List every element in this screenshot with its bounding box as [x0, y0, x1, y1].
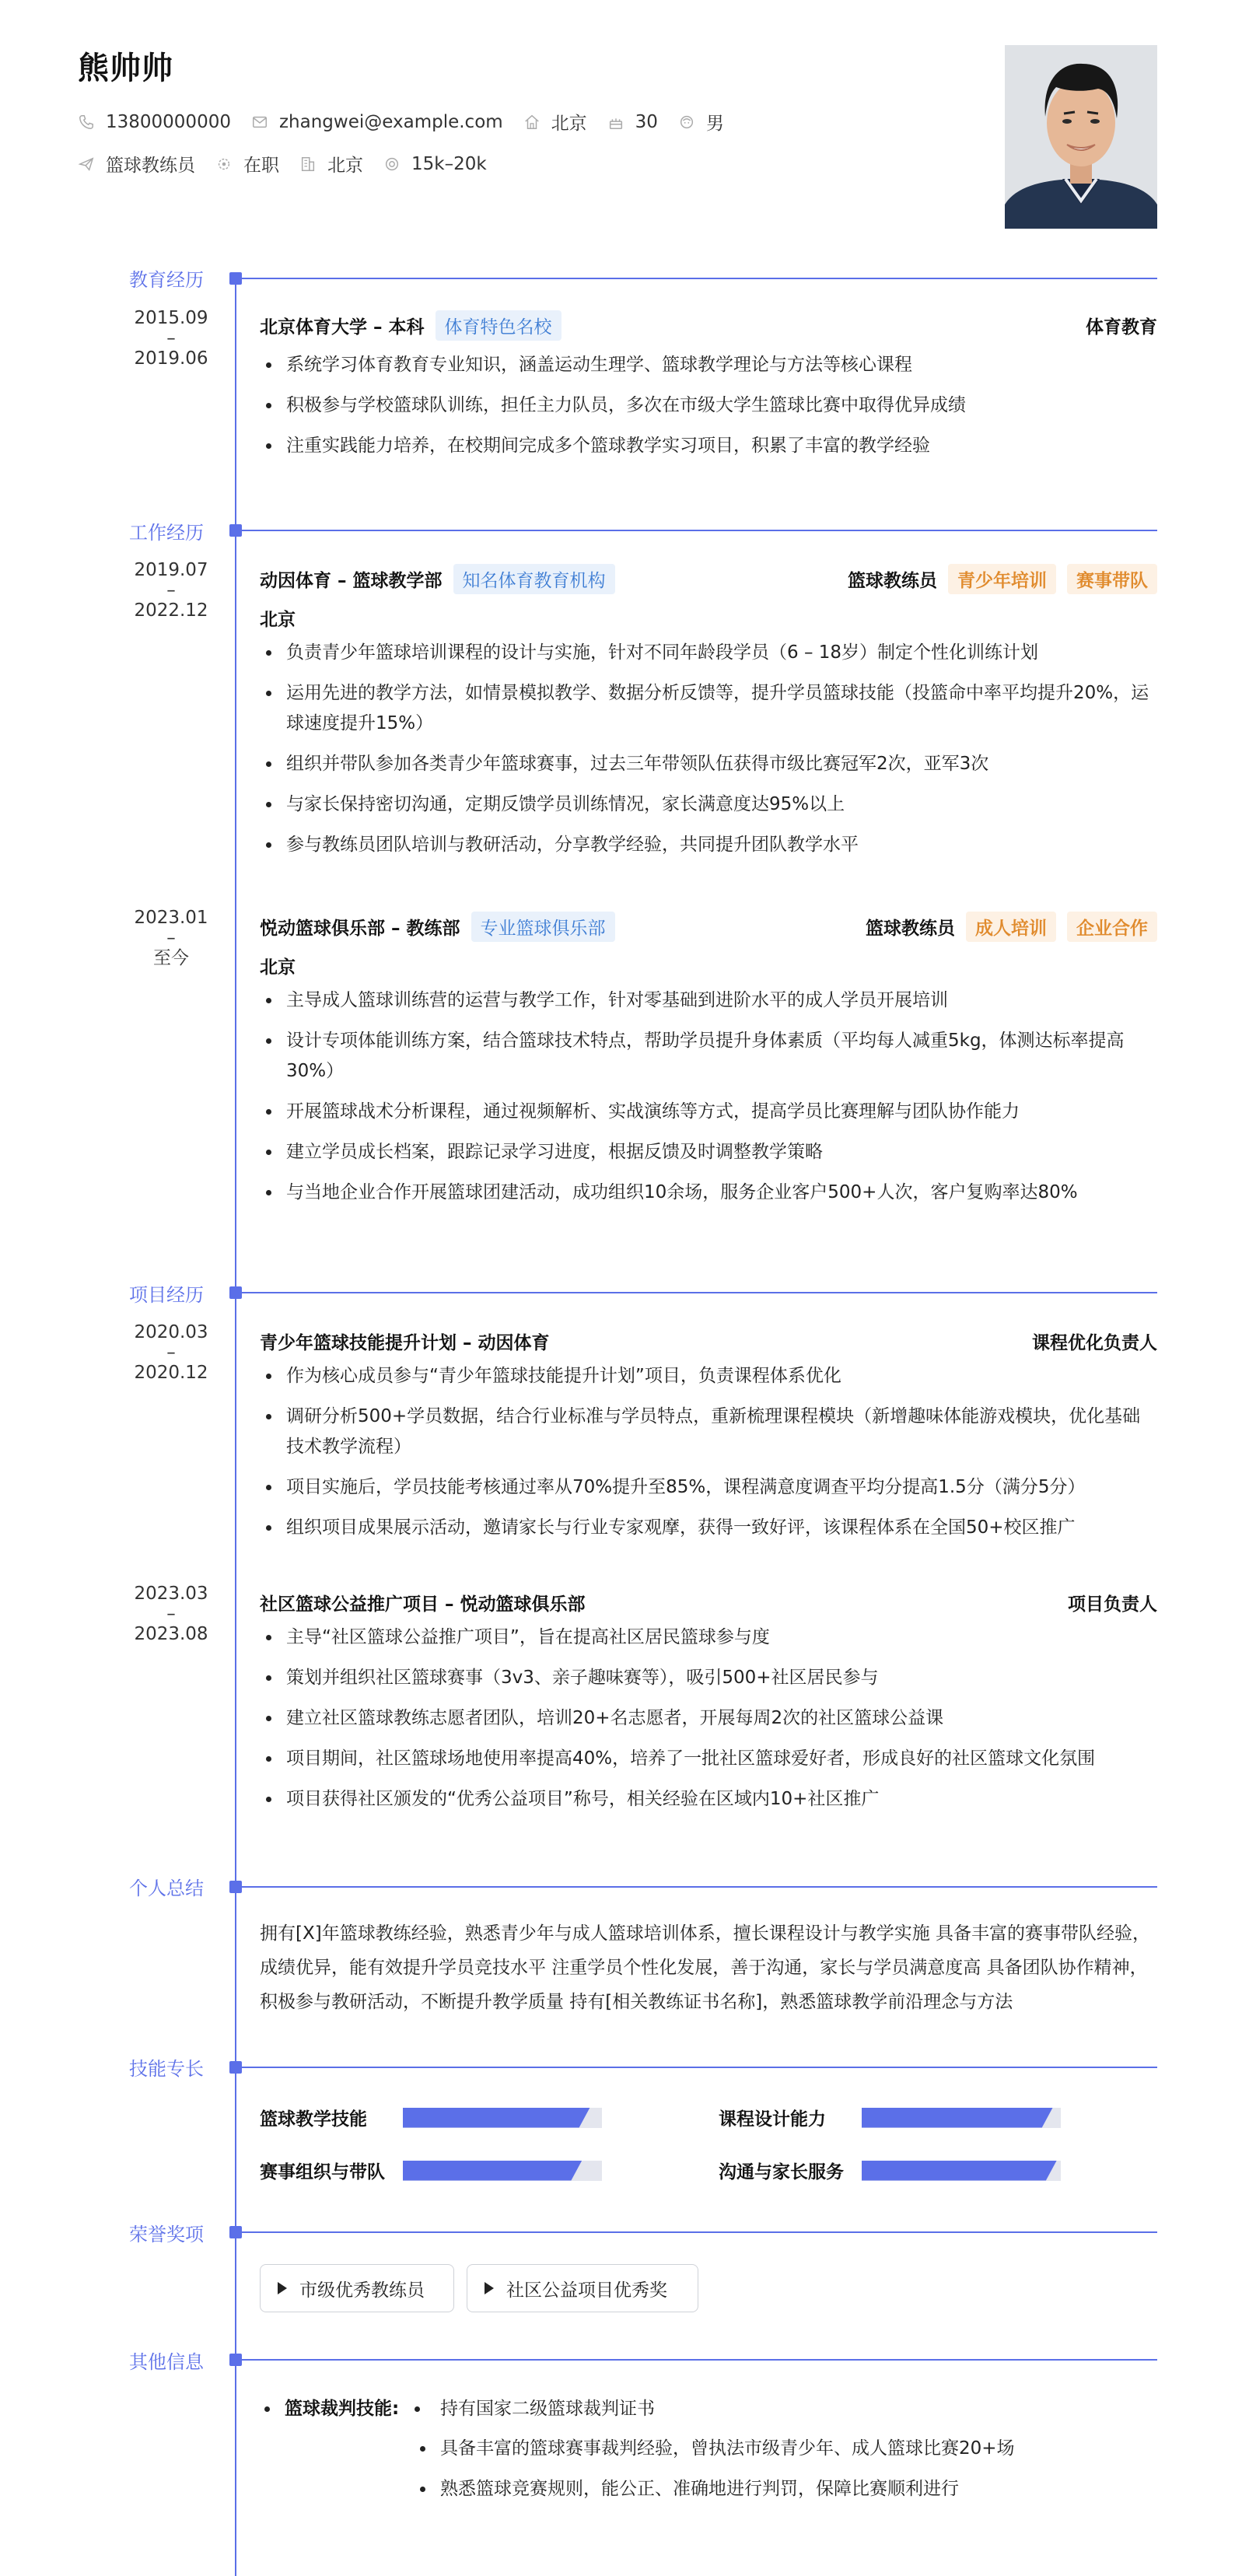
bullet-dot — [264, 2406, 270, 2412]
work-date-2 — [124, 908, 218, 968]
section-divider — [241, 1886, 1157, 1888]
date-separator: – — [166, 580, 176, 600]
skill-bar — [403, 2108, 602, 2128]
date-separator: – — [166, 1342, 176, 1363]
section-title-summary: 个人总结 — [129, 1878, 204, 1899]
project-role: 课程优化负责人 — [1032, 1332, 1157, 1353]
skill-item — [260, 2158, 602, 2183]
target-city-info — [299, 151, 363, 177]
candidate-name: 熊帅帅 — [78, 51, 173, 86]
phone-icon — [78, 114, 95, 131]
project-bullets — [260, 1361, 1157, 1543]
role-tag: 青少年培训 — [948, 564, 1056, 594]
target-role-info — [78, 151, 195, 177]
company-name: 动因体育 – 篮球教学部 — [260, 570, 443, 591]
list-item: 与家长保持密切沟通，定期反馈学员训练情况，家长满意度达95%以上 — [260, 789, 1157, 820]
section-divider — [241, 2359, 1157, 2361]
honor-badge — [467, 2264, 698, 2312]
project-name: 社区篮球公益推广项目 – 悦动篮球俱乐部 — [260, 1594, 586, 1615]
other-item: 熟悉篮球竞赛规则，能公正、准确地进行判罚，保障比赛顺利进行 — [440, 2479, 959, 2499]
list-item: 主导成人篮球训练营的运营与教学工作，针对零基础到进阶水平的成人学员开展培训 — [260, 985, 1157, 1016]
gender-text: 男 — [705, 114, 724, 134]
list-item: 作为核心成员参与“青少年篮球技能提升计划”项目，负责课程体系优化 — [260, 1361, 1157, 1391]
play-icon — [485, 2282, 494, 2294]
section-divider — [241, 2231, 1157, 2233]
project-date-2 — [124, 1584, 218, 1644]
date-end: 2022.12 — [134, 600, 208, 621]
honor-badge — [260, 2264, 454, 2312]
list-item: 负责青少年篮球培训课程的设计与实施，针对不同年龄段学员（6 – 18岁）制定个性化训练计划 — [260, 638, 1157, 668]
job-role: 篮球教练员 — [848, 570, 937, 591]
section-title-other: 其他信息 — [129, 2351, 204, 2373]
project-entry-2 — [260, 1587, 1157, 1825]
section-divider — [241, 1292, 1157, 1293]
date-start: 2019.07 — [134, 560, 208, 580]
list-item: 与当地企业合作开展篮球团建活动，成功组织10余场，服务企业客户500+人次，客户复购率达80% — [260, 1178, 1157, 1208]
date-end: 2020.12 — [134, 1363, 208, 1383]
skill-name: 沟通与家长服务 — [719, 2162, 844, 2182]
date-start: 2015.09 — [134, 308, 208, 328]
date-separator: – — [166, 1604, 176, 1624]
entry-header — [260, 310, 1157, 341]
list-item: 项目获得社区颁发的“优秀公益项目”称号，相关经验在区域内10+社区推广 — [260, 1784, 1157, 1815]
section-marker — [229, 2226, 242, 2238]
list-item: 项目实施后，学员技能考核通过率从70%提升至85%，课程满意度调查平均分提高1.5分（满分5分） — [260, 1472, 1157, 1503]
age-icon — [607, 114, 624, 131]
list-item: 调研分析500+学员数据，结合行业标准与学员特点，重新梳理课程模块（新增趣味体能游戏模块，优化基础技术教学流程） — [260, 1402, 1157, 1462]
list-item: 主导“社区篮球公益推广项目”，旨在提高社区居民篮球参与度 — [260, 1622, 1157, 1653]
list-item: 策划并组织社区篮球赛事（3v3、亲子趣味赛等），吸引500+社区居民参与 — [260, 1663, 1157, 1693]
list-item: 建立社区篮球教练志愿者团队，培训20+名志愿者，开展每周2次的社区篮球公益课 — [260, 1703, 1157, 1734]
bullet-dot — [420, 2487, 425, 2492]
major: 体育教育 — [1086, 317, 1157, 338]
gender-icon — [678, 114, 695, 131]
project-name: 青少年篮球技能提升计划 – 动因体育 — [260, 1332, 550, 1353]
send-icon — [78, 156, 95, 173]
entry-header — [260, 911, 1157, 942]
other-item: 持有国家二级篮球裁判证书 — [440, 2399, 655, 2419]
list-item: 系统学习体育教育专业知识，涵盖运动生理学、篮球教学理论与方法等核心课程 — [260, 350, 1157, 380]
date-end: 2019.06 — [134, 348, 208, 369]
other-item: 具备丰富的篮球赛事裁判经验，曾执法市级青少年、成人篮球比赛20+场 — [440, 2438, 1015, 2459]
salary-text: 15k–20k — [411, 153, 487, 174]
skill-name: 赛事组织与带队 — [260, 2162, 385, 2182]
project-date-1 — [124, 1322, 218, 1383]
gender-info — [678, 109, 724, 135]
date-start: 2023.03 — [134, 1584, 208, 1604]
section-marker — [229, 524, 242, 537]
section-title-work: 工作经历 — [129, 522, 204, 544]
section-marker — [229, 1286, 242, 1299]
skill-item — [719, 2158, 1061, 2183]
work-location: 北京 — [260, 610, 296, 630]
entry-header — [260, 1587, 1157, 1618]
skill-fill — [403, 2161, 582, 2181]
entry-header — [260, 1325, 1157, 1356]
education-bullets — [260, 350, 1157, 461]
age-text: 30 — [635, 111, 658, 132]
date-end: 至今 — [153, 948, 189, 968]
skill-item — [260, 2105, 602, 2130]
skill-bar — [862, 2108, 1061, 2128]
salary-icon — [383, 156, 401, 173]
work-bullets — [260, 638, 1157, 860]
list-item: 注重实践能力培养，在校期间完成多个篮球教学实习项目，积累了丰富的教学经验 — [260, 431, 1157, 461]
mail-icon — [251, 114, 268, 131]
list-item: 积极参与学校篮球队训练，担任主力队员，多次在市级大学生篮球比赛中取得优异成绩 — [260, 390, 1157, 421]
city-text: 北京 — [551, 114, 587, 134]
role-tag: 成人培训 — [966, 912, 1056, 942]
skill-fill — [403, 2108, 590, 2128]
skill-item — [719, 2105, 1061, 2130]
date-end: 2023.08 — [134, 1624, 208, 1644]
education-entry — [260, 310, 1157, 471]
entry-header — [260, 563, 1157, 594]
project-entry-1 — [260, 1325, 1157, 1553]
date-separator: – — [166, 328, 176, 348]
project-bullets — [260, 1622, 1157, 1815]
profile-photo — [1005, 45, 1157, 229]
job-status-info — [215, 151, 279, 177]
personal-summary: 拥有[X]年篮球教练经验，熟悉青少年与成人篮球培训体系，擅长课程设计与教学实施 具备丰富的赛事带队经验，成绩优异，能有效提升学员竞技水平 注重学员个性化发展，善于沟通，家长与学员满意度高 具备团队协作精神，积极参与教研活动，不断提升教学质量 持有[相关教练证书名称]，熟悉篮球教学前沿理念与方法 — [260, 1923, 1151, 2012]
section-title-honors: 荣誉奖项 — [129, 2224, 204, 2245]
work-entry-2 — [260, 911, 1157, 1218]
salary-info — [383, 154, 487, 174]
date-start: 2020.03 — [134, 1322, 208, 1342]
skill-bar — [862, 2161, 1061, 2181]
section-divider — [241, 278, 1157, 279]
section-title-projects: 项目经历 — [129, 1284, 204, 1306]
contact-row — [78, 109, 744, 135]
play-icon — [278, 2282, 287, 2294]
company-tag: 知名体育教育机构 — [453, 564, 615, 594]
list-item: 参与教练员团队培训与教研活动，分享教学经验，共同提升团队教学水平 — [260, 830, 1157, 860]
list-item: 运用先进的教学方法，如情景模拟教学、数据分析反馈等，提升学员篮球技能（投篮命中率平均提升20%，运球速度提升15%） — [260, 678, 1157, 739]
section-title-education: 教育经历 — [129, 269, 204, 291]
work-date-1 — [124, 560, 218, 621]
date-start: 2023.01 — [134, 908, 208, 928]
age-info — [607, 112, 658, 132]
school-name: 北京体育大学 – 本科 — [260, 317, 425, 338]
job-role: 篮球教练员 — [866, 918, 955, 939]
company-tag: 专业篮球俱乐部 — [471, 912, 615, 942]
skill-bar — [403, 2161, 602, 2181]
section-marker — [229, 272, 242, 285]
skill-fill — [862, 2108, 1053, 2128]
list-item: 设计专项体能训练方案，结合篮球技术特点，帮助学员提升身体素质（平均每人减重5kg，体测达标率提高30%） — [260, 1026, 1157, 1087]
skill-name: 课程设计能力 — [719, 2109, 826, 2130]
list-item: 开展篮球战术分析课程，通过视频解析、实战演练等方式，提高学员比赛理解与团队协作能力 — [260, 1097, 1157, 1127]
list-item: 组织并带队参加各类青少年篮球赛事，过去三年带领队伍获得市级比赛冠军2次，亚军3次 — [260, 749, 1157, 779]
home-icon — [523, 114, 541, 131]
email-info — [251, 112, 503, 132]
status-icon — [215, 156, 233, 173]
list-item: 组织项目成果展示活动，邀请家长与行业专家观摩，获得一致好评，该课程体系在全国50+校区推广 — [260, 1513, 1157, 1543]
section-divider — [241, 2067, 1157, 2068]
other-key: 篮球裁判技能: — [285, 2399, 400, 2419]
email-text: zhangwei@example.com — [278, 111, 503, 132]
company-name: 悦动篮球俱乐部 – 教练部 — [260, 918, 460, 939]
skill-name: 篮球教学技能 — [260, 2109, 367, 2130]
building-icon — [299, 156, 317, 173]
section-marker — [229, 2354, 242, 2366]
section-marker — [229, 2061, 242, 2074]
work-location: 北京 — [260, 957, 296, 978]
honor-name: 市级优秀教练员 — [299, 2280, 425, 2301]
date-separator: – — [166, 928, 176, 948]
work-entry-1 — [260, 563, 1157, 870]
city-info — [523, 109, 587, 135]
school-tag: 体育特色名校 — [436, 310, 562, 341]
list-item: 建立学员成长档案，跟踪记录学习进度，根据反馈及时调整教学策略 — [260, 1137, 1157, 1167]
list-item: 项目期间，社区篮球场地使用率提高40%，培养了一批社区篮球爱好者，形成良好的社区篮球文化氛围 — [260, 1744, 1157, 1774]
bullet-dot — [415, 2406, 420, 2412]
honor-name: 社区公益项目优秀奖 — [506, 2280, 667, 2301]
job-status-text: 在职 — [243, 156, 279, 176]
phone-text: 13800000000 — [106, 111, 231, 132]
target-city-text: 北京 — [327, 156, 363, 176]
section-title-skills: 技能专长 — [129, 2058, 204, 2080]
job-intent-row — [78, 151, 507, 177]
phone-info — [78, 112, 231, 132]
section-marker — [229, 1881, 242, 1893]
target-role-text: 篮球教练员 — [106, 156, 195, 176]
bullet-dot — [420, 2446, 425, 2452]
project-role: 项目负责人 — [1068, 1594, 1157, 1615]
role-tag: 赛事带队 — [1067, 564, 1157, 594]
section-divider — [241, 530, 1157, 531]
role-tag: 企业合作 — [1067, 912, 1157, 942]
skill-fill — [862, 2161, 1057, 2181]
education-date — [124, 308, 218, 369]
work-bullets — [260, 985, 1157, 1208]
